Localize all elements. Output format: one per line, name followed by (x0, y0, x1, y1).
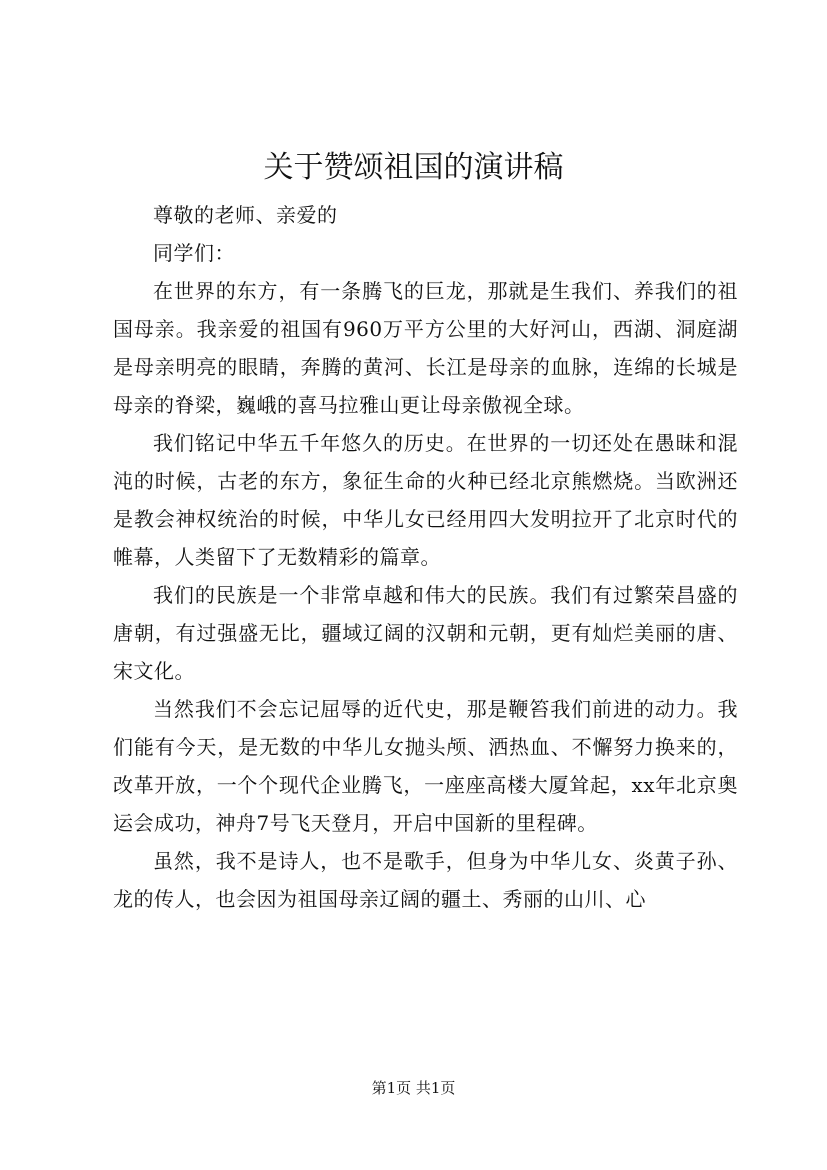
paragraph: 当然我们不会忘记屈辱的近代史，那是鞭笞我们前进的动力。我们能有今天，是无数的中华儿女抛头颅、洒热血、不懈努力换来的，改革开放，一个个现代企业腾飞，一座座高楼大厦耸起，xx年北京奥运会成功，神舟7号飞天登月，开启中国新的里程碑。 (113, 697, 738, 835)
paragraph: 我们铭记中华五千年悠久的历史。在世界的一切还处在愚昧和混沌的时候，古老的东方，象征生命的火种已经北京熊燃烧。当欧洲还是教会神权统治的时候，中华儿女已经用四大发明拉开了北京时代的帷幕，人类留下了无数精彩的篇章。 (113, 431, 738, 569)
paragraph-salutation-1: 尊敬的老师、亲爱的 (153, 203, 338, 227)
paragraph: 虽然，我不是诗人，也不是歌手，但身为中华儿女、炎黄子孙、龙的传人，也会因为祖国母亲辽阔的疆土、秀丽的山川、心 (113, 849, 738, 911)
paragraph-salutation-2: 同学们： (153, 241, 235, 265)
document-title: 关于赞颂祖国的演讲稿 (263, 150, 564, 185)
document-body (113, 196, 738, 918)
paragraph: 我们的民族是一个非常卓越和伟大的民族。我们有过繁荣昌盛的唐朝，有过强盛无比，疆域辽阔的汉朝和元朝，更有灿烂美丽的唐、宋文化。 (113, 583, 738, 683)
paragraph: 在世界的东方，有一条腾飞的巨龙，那就是生我们、养我们的祖国母亲。我亲爱的祖国有960万平方公里的大好河山，西湖、洞庭湖是母亲明亮的眼睛，奔腾的黄河、长江是母亲的血脉，连绵的长城是母亲的脊梁，巍峨的喜马拉雅山更让母亲傲视全球。 (113, 279, 738, 417)
page-number-footer: 第1页 共1页 (371, 1079, 456, 1097)
